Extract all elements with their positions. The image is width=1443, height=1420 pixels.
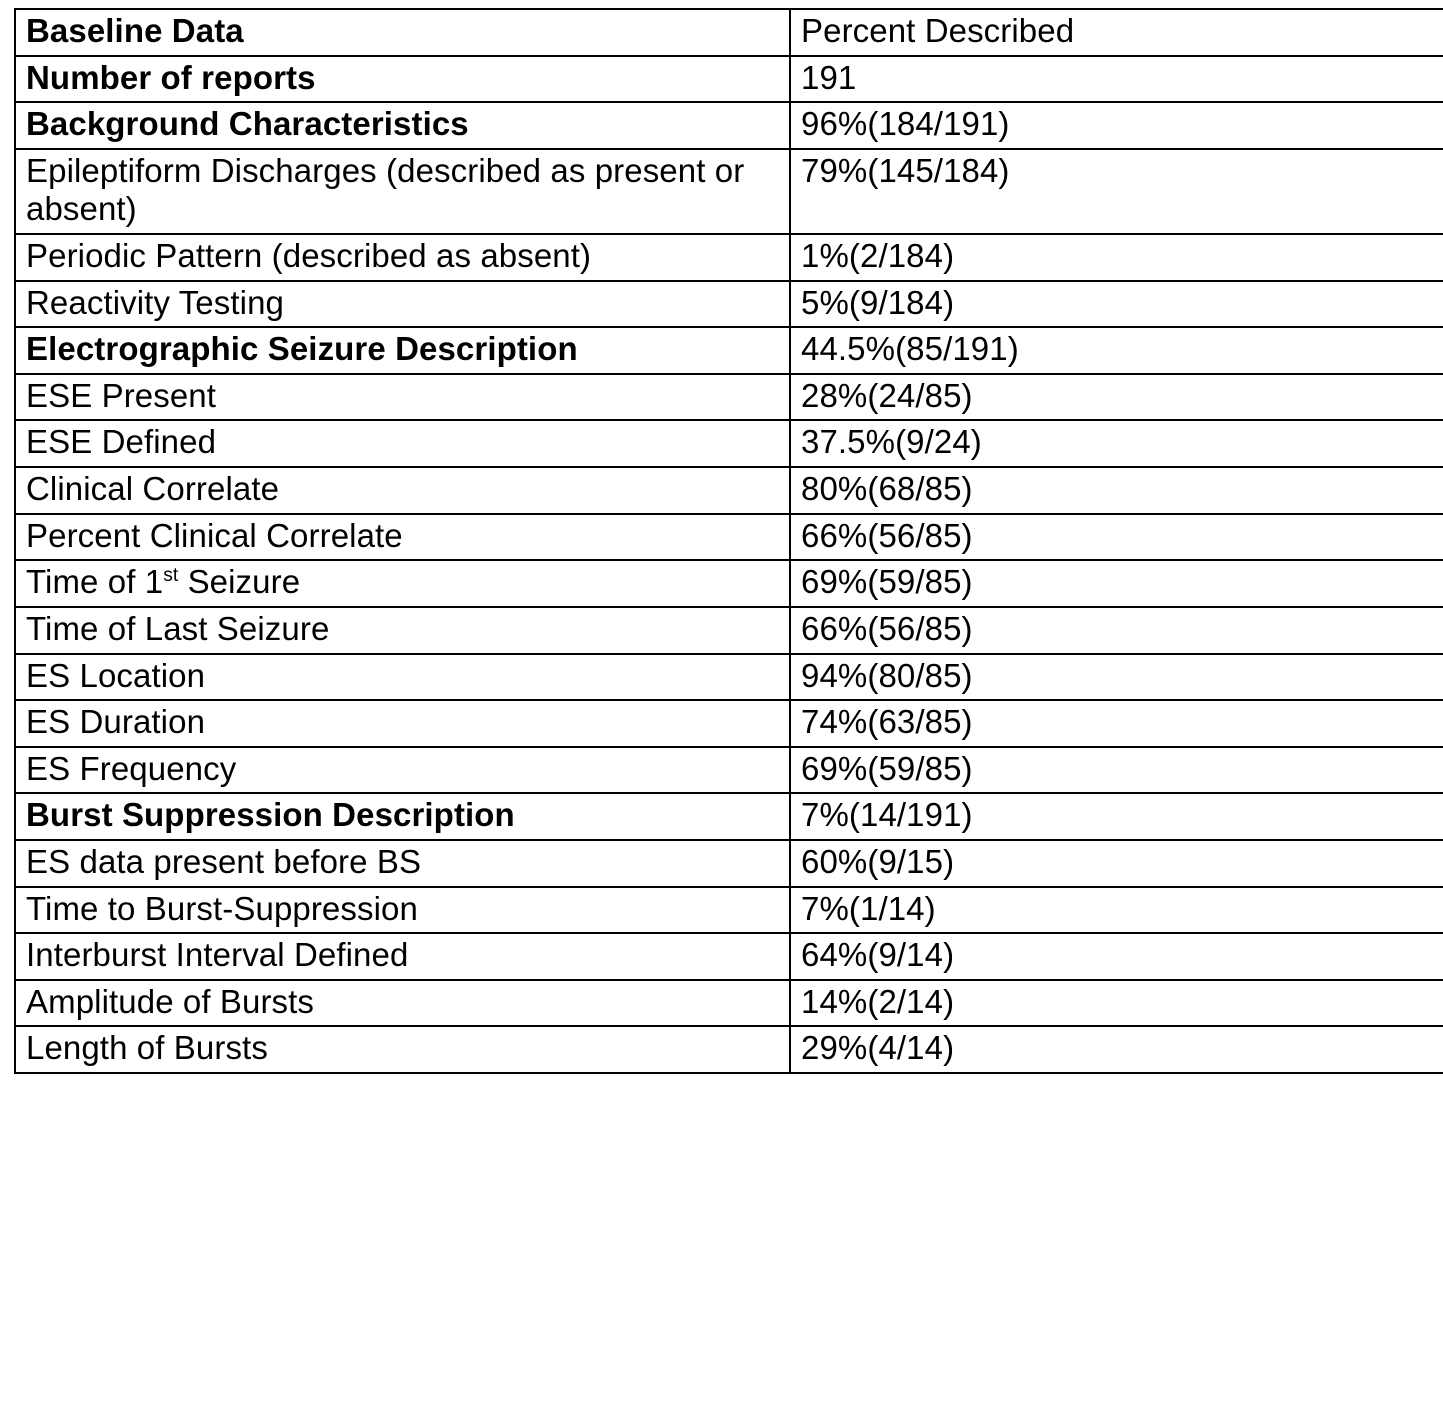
row-label: Reactivity Testing bbox=[15, 281, 790, 328]
row-label: Amplitude of Bursts bbox=[15, 980, 790, 1027]
table-row bbox=[15, 887, 1443, 934]
row-value: 96%(184/191) bbox=[790, 102, 1443, 149]
table-row bbox=[15, 607, 1443, 654]
row-value: 28%(24/85) bbox=[790, 374, 1443, 421]
table-row bbox=[15, 374, 1443, 421]
row-value: 14%(2/14) bbox=[790, 980, 1443, 1027]
header-cell-value: Percent Described bbox=[790, 9, 1443, 56]
row-value: 74%(63/85) bbox=[790, 700, 1443, 747]
row-label: Clinical Correlate bbox=[15, 467, 790, 514]
table-row bbox=[15, 560, 1443, 607]
table-header-row bbox=[15, 9, 1443, 56]
row-label: ES data present before BS bbox=[15, 840, 790, 887]
row-value: 44.5%(85/191) bbox=[790, 327, 1443, 374]
row-value: 66%(56/85) bbox=[790, 607, 1443, 654]
row-label: ESE Defined bbox=[15, 420, 790, 467]
table-row bbox=[15, 980, 1443, 1027]
row-value: 69%(59/85) bbox=[790, 747, 1443, 794]
table-row bbox=[15, 747, 1443, 794]
row-label: Periodic Pattern (described as absent) bbox=[15, 234, 790, 281]
row-label: ES Duration bbox=[15, 700, 790, 747]
table-row bbox=[15, 420, 1443, 467]
row-value: 94%(80/85) bbox=[790, 654, 1443, 701]
row-value: 64%(9/14) bbox=[790, 933, 1443, 980]
row-label: ES Location bbox=[15, 654, 790, 701]
table-row bbox=[15, 467, 1443, 514]
table-row bbox=[15, 1026, 1443, 1073]
table-row bbox=[15, 793, 1443, 840]
table-row bbox=[15, 514, 1443, 561]
row-label: Time to Burst-Suppression bbox=[15, 887, 790, 934]
row-value: 7%(14/191) bbox=[790, 793, 1443, 840]
ordinal-superscript: st bbox=[163, 565, 179, 587]
row-label-text: Time of 1 bbox=[26, 563, 164, 601]
row-label: Electrographic Seizure Description bbox=[15, 327, 790, 374]
table-row bbox=[15, 840, 1443, 887]
row-value: 66%(56/85) bbox=[790, 514, 1443, 561]
row-label: Number of reports bbox=[15, 56, 790, 103]
row-value: 60%(9/15) bbox=[790, 840, 1443, 887]
row-value: 69%(59/85) bbox=[790, 560, 1443, 607]
header-cell-label: Baseline Data bbox=[15, 9, 790, 56]
row-value: 5%(9/184) bbox=[790, 281, 1443, 328]
table-row bbox=[15, 933, 1443, 980]
row-label: Percent Clinical Correlate bbox=[15, 514, 790, 561]
table-row bbox=[15, 234, 1443, 281]
row-label bbox=[15, 560, 790, 607]
row-value: 79%(145/184) bbox=[790, 149, 1443, 234]
row-label: Time of Last Seizure bbox=[15, 607, 790, 654]
table-row bbox=[15, 327, 1443, 374]
table-row bbox=[15, 149, 1443, 234]
row-value: 191 bbox=[790, 56, 1443, 103]
row-label: Interburst Interval Defined bbox=[15, 933, 790, 980]
row-label: Background Characteristics bbox=[15, 102, 790, 149]
row-value: 1%(2/184) bbox=[790, 234, 1443, 281]
row-label: Length of Bursts bbox=[15, 1026, 790, 1073]
row-label: Epileptiform Discharges (described as present or absent) bbox=[15, 149, 790, 234]
row-value: 80%(68/85) bbox=[790, 467, 1443, 514]
row-label-text-tail: Seizure bbox=[178, 563, 301, 601]
row-label: ESE Present bbox=[15, 374, 790, 421]
table-row bbox=[15, 654, 1443, 701]
baseline-data-table bbox=[14, 8, 1443, 1074]
table-row bbox=[15, 102, 1443, 149]
row-value: 7%(1/14) bbox=[790, 887, 1443, 934]
row-label: ES Frequency bbox=[15, 747, 790, 794]
table-body bbox=[15, 9, 1443, 1073]
row-value: 29%(4/14) bbox=[790, 1026, 1443, 1073]
row-value: 37.5%(9/24) bbox=[790, 420, 1443, 467]
row-label: Burst Suppression Description bbox=[15, 793, 790, 840]
table-row bbox=[15, 700, 1443, 747]
table-row bbox=[15, 281, 1443, 328]
table-row bbox=[15, 56, 1443, 103]
